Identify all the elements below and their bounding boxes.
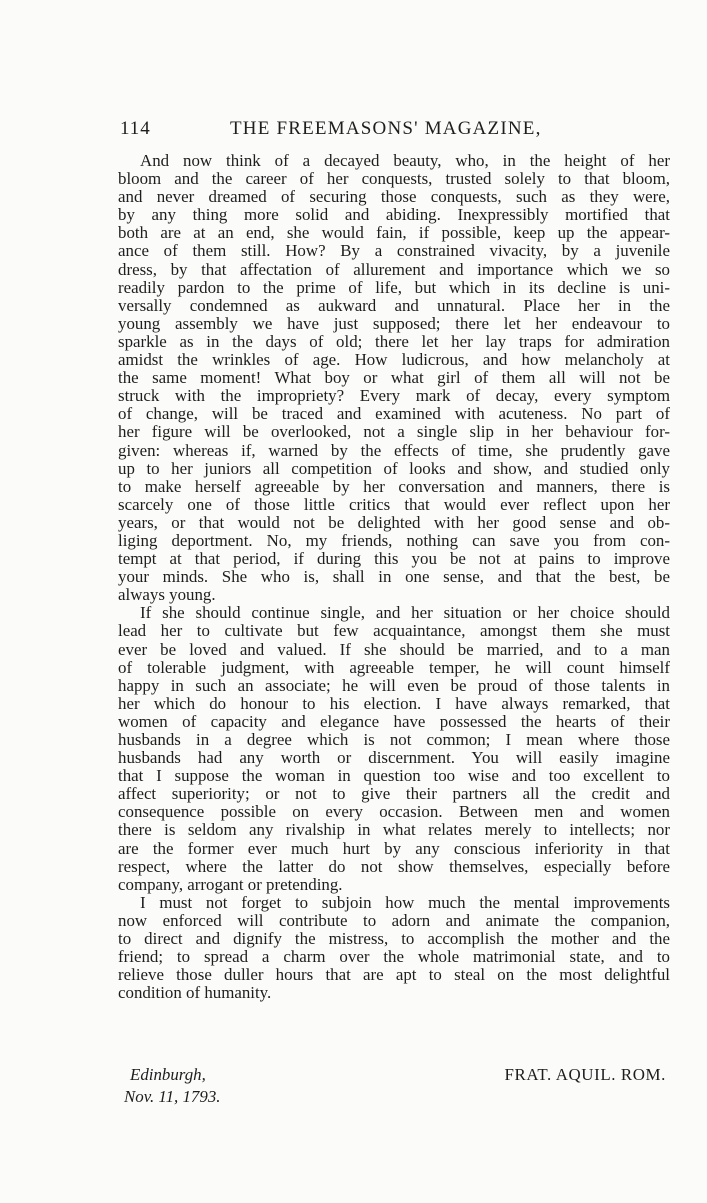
text-line: years, or that would not be delighted with her good sense and ob-: [118, 512, 670, 532]
text-line: affect superiority; or not to give their partners all the credit and: [118, 784, 670, 804]
signature-place: Edinburgh,: [130, 1065, 206, 1084]
text-line: respect, where the latter do not show themselves, especially before: [118, 856, 670, 876]
text-line: versally condemned as aukward and unnatural. Place her in the: [118, 295, 670, 315]
text-line: consequence possible on every occasion. Between men and women: [118, 802, 670, 822]
text-line: amidst the wrinkles of age. How ludicrous, and how melancholy at: [118, 350, 670, 370]
running-title: THE FREEMASONS' MAGAZINE,: [230, 118, 542, 139]
text-line: dress, by that affectation of allurement and importance which we so: [118, 259, 670, 279]
signature-author: FRAT. AQUIL. ROM.: [504, 1065, 666, 1084]
text-line: struck with the impropriety? Every mark of decay, every symptom: [118, 386, 670, 406]
text-line: husbands had any worth or discernment. You will easily imagine: [118, 748, 670, 768]
text-line: bloom and the career of her conquests, trusted solely to that bloom,: [118, 169, 670, 189]
essay-body: [118, 152, 670, 1002]
text-line: tempt at that period, if during this you be not at pains to improve: [118, 549, 670, 569]
text-line: condition of humanity.: [118, 983, 272, 1003]
text-line: and never dreamed of securing those conquests, such as they were,: [118, 187, 670, 207]
text-line: of change, will be traced and examined with acuteness. No part of: [118, 404, 670, 424]
text-line: ever be loved and valued. If she should be married, and to a man: [118, 639, 670, 659]
text-line: I must not forget to subjoin how much the mental improvements: [140, 892, 670, 912]
text-line: friend; to spread a charm over the whole matrimonial state, and to: [118, 947, 670, 967]
page-header: [120, 118, 670, 142]
text-line: And now think of a decayed beauty, who, in the height of her: [140, 151, 670, 170]
text-line: there is seldom any rivalship in what relates merely to intellects; nor: [118, 820, 670, 840]
text-line: the same moment! What boy or what girl of them all will not be: [118, 368, 670, 388]
text-line: now enforced will contribute to adorn and animate the companion,: [118, 910, 670, 930]
text-line: readily pardon to the prime of life, but which in its decline is uni-: [118, 277, 670, 297]
text-line: husbands in a degree which is not common; I mean where those: [118, 730, 670, 749]
text-line: company, arrogant or pretending.: [118, 874, 343, 894]
text-line: to direct and dignify the mistress, to accomplish the mother and the: [118, 929, 670, 949]
text-line: sparkle as in the days of old; there let her lay traps for admiration: [118, 331, 670, 351]
text-line: of tolerable judgment, with agreeable temper, he will count himself: [118, 657, 670, 677]
text-line: up to her juniors all competition of looks and show, and studied only: [118, 458, 670, 478]
text-line: her figure will be overlooked, not a single slip in her behaviour for-: [118, 422, 670, 442]
text-line: that I suppose the woman in question too wise and too excellent to: [118, 766, 670, 786]
signature-date: Nov. 11, 1793.: [124, 1087, 221, 1106]
text-line: relieve those duller hours that are apt to steal on the most delightful: [118, 965, 670, 985]
page-number: 114: [120, 118, 151, 139]
text-line: lead her to cultivate but few acquaintance, amongst them she must: [118, 621, 670, 641]
text-line: her which do honour to his election. I have always remarked, that: [118, 693, 670, 713]
text-line: by any thing more solid and abiding. Inexpressibly mortified that: [118, 205, 670, 225]
text-line: young assembly we have just supposed; there let her endeavour to: [118, 313, 670, 333]
text-line: women of capacity and elegance have possessed the hearts of their: [118, 711, 670, 731]
text-line: If she should continue single, and her situation or her choice should: [140, 603, 670, 623]
text-line: to make herself agreeable by her conversation and manners, there is: [118, 476, 670, 496]
text-line: liging deportment. No, my friends, nothing can save you from con-: [118, 530, 670, 550]
text-line: your minds. She who is, shall in one sense, and that the best, be: [118, 567, 670, 587]
text-line: are the former ever much hurt by any conscious inferiority in that: [118, 838, 670, 858]
text-line: ance of them still. How? By a constrained vivacity, by a juvenile: [118, 241, 670, 261]
text-line: happy in such an associate; he will even be proud of those talents in: [118, 675, 670, 695]
text-line: always young.: [118, 585, 216, 605]
text-line: scarcely one of those little critics that would ever reflect upon her: [118, 494, 670, 514]
text-line: given: whereas if, warned by the effects of time, she prudently gave: [118, 440, 670, 460]
text-line: both are at an end, she would fain, if possible, keep up the appear-: [118, 223, 670, 243]
